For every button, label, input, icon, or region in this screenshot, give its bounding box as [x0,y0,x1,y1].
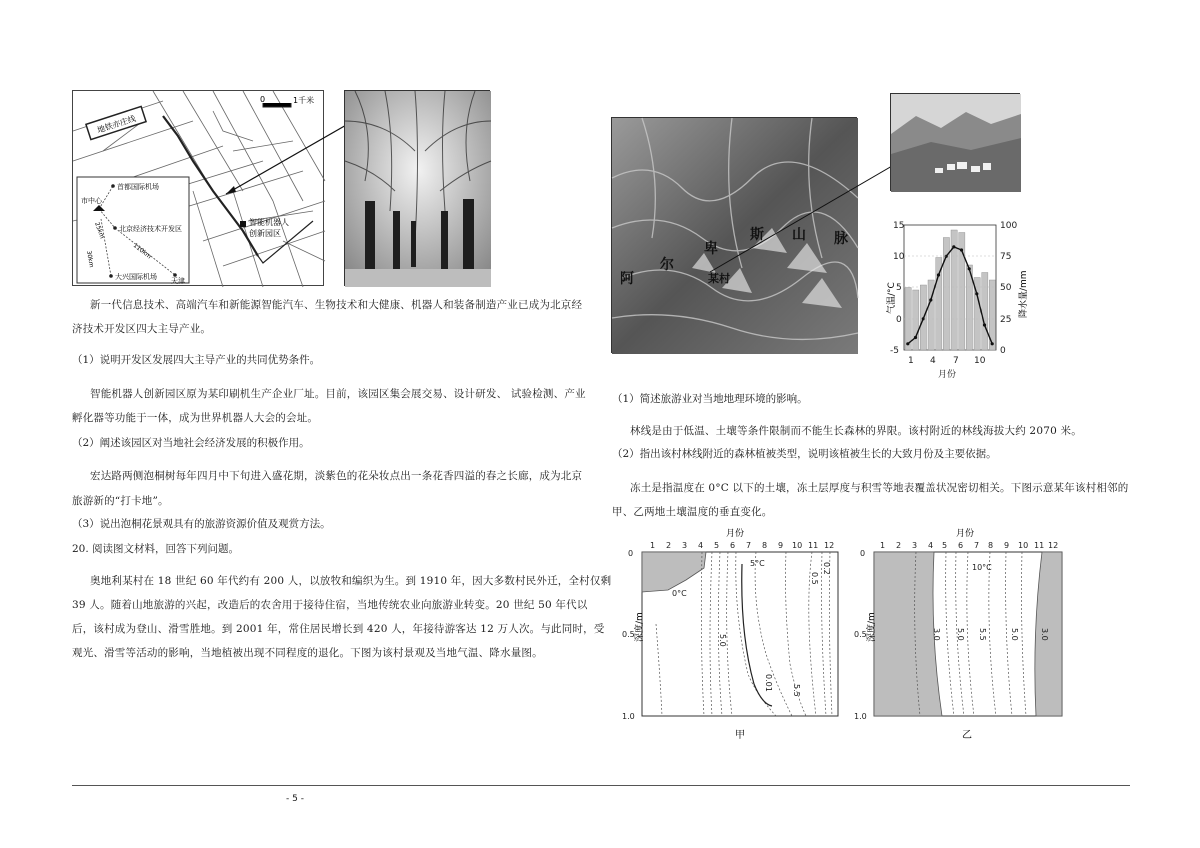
jia-label-55: 5.5 [792,684,801,697]
question-3: （3）说出泡桐花景观具有的旅游资源价值及观赏方法。 [72,518,331,530]
paragraph-3-line-2: 旅游新的“打卡地”。 [72,495,169,507]
temp-tick-10: 10 [893,252,905,262]
jia-month-4: 4 [698,541,704,550]
question-20-heading: 20. 阅读图文材料，回答下列问题。 [72,543,240,555]
yi-month-5: 5 [942,541,948,550]
jia-month-8: 8 [762,541,768,550]
mountain-char-1: 阿 [620,271,634,287]
yi-label-50a: 5.0 [956,628,965,641]
yi-month-2: 2 [896,541,902,550]
jia-label-02: 0.2 [822,562,831,575]
park-label-1: 智能机器人 [249,218,289,227]
right-question-2: （2）指出该村林线附近的森林植被类型，说明该植被生长的大致月份及主要依据。 [612,448,997,460]
jia-month-12: 12 [824,541,835,550]
terrain-photo-connector [708,162,894,274]
jia-label-001: 0.01 [764,674,773,692]
precip-bar [982,273,988,351]
paragraph-1-line-2: 济技术开发区四大主导产业。 [72,323,212,335]
temp-point [952,245,955,248]
page-number: - 5 - [286,794,304,804]
temp-point [960,248,963,251]
jia-month-11: 11 [808,541,819,550]
paragraph-6-line-2: 甲、乙两地土壤温度的垂直变化。 [612,506,773,518]
mountain-char-5: 山 [792,227,806,243]
jia-depth-10: 1.0 [622,712,635,721]
tianjin-label: 天津 [171,277,185,285]
yi-month-1: 1 [880,541,886,550]
dist-label-3: 110km [131,242,153,261]
capital-airport-label: 首都国际机场 [117,183,159,191]
precip-tick-0: 0 [1000,346,1006,356]
temp-point [914,336,917,339]
jia-depth-05: 0.5 [622,630,635,639]
climate-chart [887,213,1030,383]
dev-zone-label: 北京经济技术开发区 [119,225,182,233]
precip-axis-label: 降水量/mm [1019,270,1029,318]
jia-month-6: 6 [730,541,736,550]
question-1: （1）说明开发区发展四大主导产业的共同优势条件。 [72,354,321,366]
yi-ylabel: 深度/m [867,612,877,642]
temp-axis-label: 气温/°C [887,282,897,314]
yi-month-3: 3 [912,541,918,550]
yi-label-50b: 5.0 [1010,628,1019,641]
temp-point [929,298,932,301]
park-marker [240,221,246,227]
temp-point [937,273,940,276]
soil-chart-jia [616,524,844,746]
paragraph-4-line-3: 后，该村成为登山、滑雪胜地。到 2001 年，常住居民增长到 420 人，年接待游客达 12 万人次。与此同时，受 [72,623,605,635]
precip-tick-100: 100 [1000,221,1018,231]
paragraph-4-line-1: 奥地利某村在 18 世纪 60 年代约有 200 人，以放牧和编织为生。到 1910 年，因大多数村民外迁，全村仅剩 [90,575,612,587]
dist-label-2: 30km [85,250,95,269]
jia-label-05: 0.5 [810,572,819,585]
precip-bar [913,290,919,350]
scale-zero: 0 [260,95,266,104]
month-tick-10: 10 [974,356,986,366]
scale-unit: 1千米 [293,96,315,105]
right-question-1: （1）简述旅游业对当地地理环境的影响。 [612,393,808,405]
precip-bar [936,258,942,351]
yi-name: 乙 [962,730,972,741]
paragraph-3-line-1: 宏达路两侧泡桐树每年四月中下旬进入盛花期，淡紫色的花朵妆点出一条花香四溢的春之长廊，成为北京 [90,470,583,482]
precip-tick-75: 75 [1000,252,1012,262]
yi-month-12: 12 [1048,541,1059,550]
temp-point [975,292,978,295]
temp-point [968,267,971,270]
soil-chart-yi [846,524,1072,746]
temp-tick-minus5: -5 [890,346,899,356]
daxing-airport-label: 大兴国际机场 [115,273,157,281]
yi-label-55: 5.5 [978,628,987,641]
mountain-char-2: 尔 [660,257,674,273]
month-tick-4: 4 [930,356,936,366]
temp-point [991,342,994,345]
paragraph-4-line-2: 39 人。随着山地旅游的兴起，改造后的农舍用于接待住宿，当地传统农业向旅游业转变。20 世纪 50 年代以 [72,599,588,611]
mountain-char-6: 脉 [834,231,848,247]
yi-month-7: 7 [974,541,980,550]
yi-month-11: 11 [1034,541,1045,550]
city-center-label: 市中心 [81,197,102,205]
metro-line-label: 地铁亦庄线 [96,113,137,135]
yi-month-9: 9 [1004,541,1010,550]
jia-month-5: 5 [714,541,720,550]
yi-month-10: 10 [1018,541,1029,550]
yi-label-30b: 3.0 [1040,628,1049,641]
paragraph-4-line-4: 观光、滑雪等活动的影响，当地植被出现不同程度的退化。下图为该村景观及当地气温、降水量图。 [72,647,543,659]
temp-tick-15: 15 [893,221,905,231]
jia-month-3: 3 [682,541,688,550]
yi-label-10c: 10°C [972,563,992,572]
paragraph-2-line-2: 孵化器等功能于一体，成为世界机器人大会的会址。 [72,412,319,424]
map-photo-connector [222,120,352,200]
jia-month-9: 9 [778,541,784,550]
question-2: （2）阐述该园区对当地社会经济发展的积极作用。 [72,437,310,449]
temp-point [906,342,909,345]
yi-month-8: 8 [988,541,994,550]
dist-label-1: 25km [93,221,106,240]
footer-divider [72,785,1130,786]
paragraph-5: 林线是由于低温、土壤等条件限制而不能生长森林的界限。该村附近的林线海拔大约 2070 米。 [630,425,1082,437]
mountain-char-4: 斯 [750,227,764,243]
village-label: 某村 [708,272,730,285]
yi-label-30a: 3.0 [932,628,941,641]
yi-depth-0: 0 [860,549,866,558]
temp-point [983,323,986,326]
jia-depth-0: 0 [628,549,634,558]
yi-depth-05: 0.5 [854,630,867,639]
temp-tick-0: 0 [896,315,902,325]
climate-xlabel: 月份 [938,370,957,380]
paragraph-2-line-1: 智能机器人创新园区原为某印刷机生产企业厂址。目前，该园区集会展交易、设计研发、 试验检测、产业 [90,388,586,400]
paragraph-6-line-1: 冻土是指温度在 0°C 以下的土壤，冻土层厚度与积雪等地表覆盖状况密切相关。下图示意某年该村相邻的 [630,482,1129,494]
jia-name: 甲 [735,730,745,741]
jia-month-label: 月份 [726,529,745,539]
paragraph-1-line-1: 新一代信息技术、高端汽车和新能源智能汽车、生物技术和大健康、机器人和装备制造产业已成为北京经 [90,299,583,311]
temp-point [945,255,948,258]
village-landscape-photo [890,93,1020,191]
yi-month-label: 月份 [956,529,975,539]
mountain-char-3: 卑 [704,241,718,257]
jia-label-0c: 0°C [672,589,687,598]
yi-depth-10: 1.0 [854,712,867,721]
jia-month-1: 1 [650,541,656,550]
jia-label-50: 5.0 [718,634,727,647]
yi-month-6: 6 [958,541,964,550]
jia-ylabel: 深度/m [635,612,645,642]
jia-month-7: 7 [746,541,752,550]
jia-month-10: 10 [792,541,803,550]
precip-tick-25: 25 [1000,315,1012,325]
paulownia-tree-photo [344,90,490,286]
precip-tick-50: 50 [1000,283,1012,293]
yi-month-4: 4 [928,541,934,550]
month-tick-1: 1 [908,356,914,366]
temp-tick-5: 5 [896,283,902,293]
park-label-2: 创新园区 [249,229,281,238]
jia-label-5c: 5°C [750,559,765,568]
month-tick-7: 7 [953,356,959,366]
jia-month-2: 2 [666,541,672,550]
